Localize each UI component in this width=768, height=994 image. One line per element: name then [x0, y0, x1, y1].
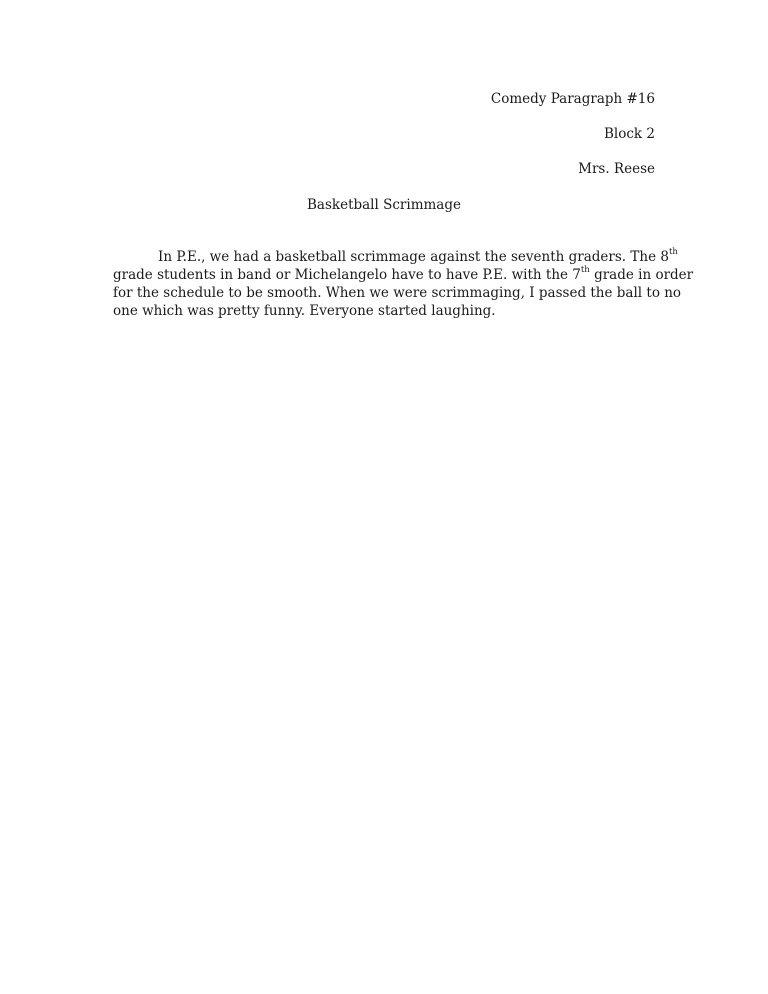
paragraph-line-2 [113, 266, 693, 284]
document-title: Basketball Scrimmage [307, 197, 461, 213]
ordinal-suffix: th [580, 264, 590, 275]
paragraph-line-2-text-b: grade in order [589, 267, 694, 283]
paragraph-line-1 [158, 248, 678, 266]
ordinal-suffix: th [668, 246, 678, 257]
assignment-title: Comedy Paragraph #16 [490, 91, 655, 107]
paragraph-line-2-text-a: grade students in band or Michelangelo have to have P.E. with the 7 [113, 267, 581, 283]
teacher-name: Mrs. Reese [578, 161, 655, 177]
paragraph-line-3: for the schedule to be smooth. When we were scrimmaging, I passed the ball to no [113, 285, 682, 301]
paragraph-line-4: one which was pretty funny. Everyone started laughing. [113, 303, 496, 319]
paragraph-line-1-text: In P.E., we had a basketball scrimmage against the seventh graders. The 8 [158, 249, 669, 265]
class-block: Block 2 [604, 126, 655, 142]
